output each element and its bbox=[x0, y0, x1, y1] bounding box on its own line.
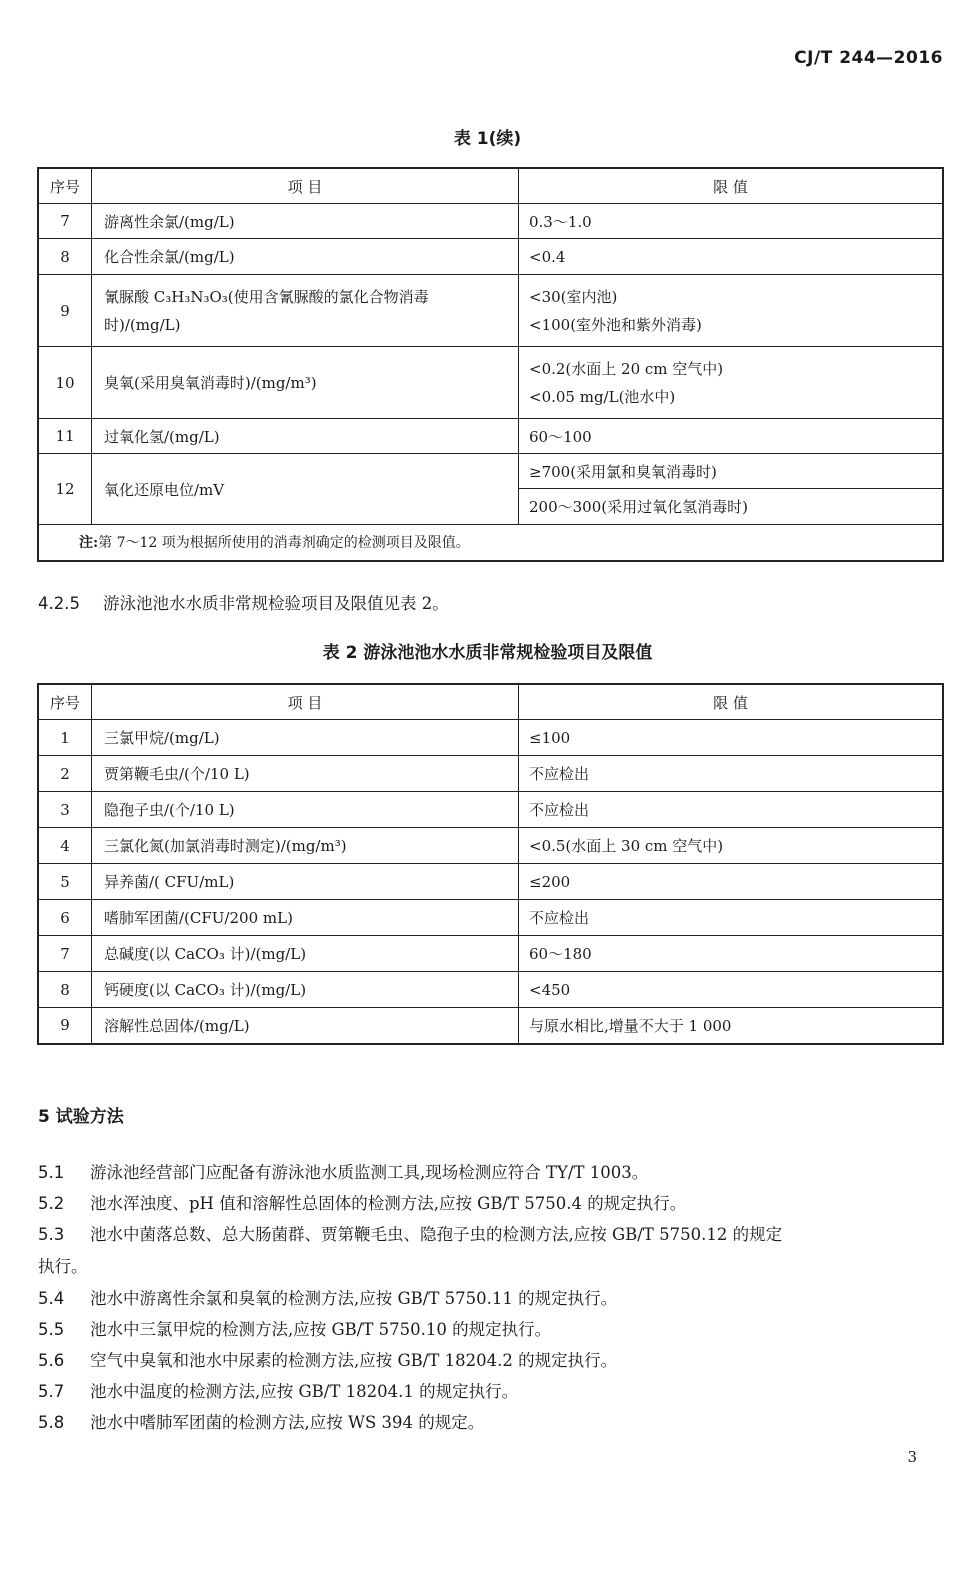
row-item: 嗜肺军团菌/(CFU/200 mL) bbox=[92, 900, 519, 936]
table-note bbox=[38, 525, 943, 561]
clause-text: 游泳池经营部门应配备有游泳池水质监测工具,现场检测应符合 TY/T 1003。 bbox=[90, 1163, 649, 1182]
row-limit-line1: <0.2(水面上 20 cm 空气中) bbox=[529, 359, 724, 378]
clause-number: 5.5 bbox=[38, 1320, 65, 1339]
clause-text: 池水中游离性余氯和臭氧的检测方法,应按 GB/T 5750.11 的规定执行。 bbox=[90, 1289, 618, 1308]
table-row bbox=[38, 419, 943, 454]
clause-text: 池水中温度的检测方法,应按 GB/T 18204.1 的规定执行。 bbox=[90, 1382, 519, 1401]
clause-5-2 bbox=[38, 1194, 686, 1214]
clause-5-4 bbox=[38, 1289, 617, 1309]
col-header-item: 项 目 bbox=[92, 168, 519, 204]
table-row bbox=[38, 900, 943, 936]
clause-number: 5.2 bbox=[38, 1194, 65, 1213]
table-header-row bbox=[38, 684, 943, 720]
row-no: 4 bbox=[38, 828, 92, 864]
row-limit: 不应检出 bbox=[519, 756, 944, 792]
row-no: 1 bbox=[38, 720, 92, 756]
col-header-limit: 限 值 bbox=[519, 684, 944, 720]
table-1 bbox=[37, 167, 944, 562]
row-limit: ≥700(采用氯和臭氧消毒时) bbox=[519, 454, 944, 489]
clause-number: 5.3 bbox=[38, 1225, 65, 1244]
row-limit: 60～100 bbox=[519, 419, 944, 454]
clause-number: 5.1 bbox=[38, 1163, 65, 1182]
note-label: 注: bbox=[79, 535, 99, 552]
table-2 bbox=[37, 683, 944, 1045]
clause-text: 游泳池池水水质非常规检验项目及限值见表 2。 bbox=[103, 594, 449, 613]
row-no: 9 bbox=[38, 275, 92, 347]
clause-5-3 bbox=[38, 1225, 782, 1245]
row-limit: ≤100 bbox=[519, 720, 944, 756]
row-no: 5 bbox=[38, 864, 92, 900]
row-item bbox=[92, 275, 519, 347]
clause-5-5 bbox=[38, 1320, 551, 1340]
table1-caption: 表 1(续) bbox=[453, 129, 522, 149]
col-header-item: 项 目 bbox=[92, 684, 519, 720]
row-item: 游离性余氯/(mg/L) bbox=[92, 204, 519, 239]
row-item: 贾第鞭毛虫/(个/10 L) bbox=[92, 756, 519, 792]
table-header-row bbox=[38, 168, 943, 204]
row-limit-line2: <100(室外池和紫外消毒) bbox=[529, 315, 702, 334]
row-item-line1: 氰脲酸 C₃H₃N₃O₃(使用含氰脲酸的氯化合物消毒 bbox=[104, 287, 429, 306]
table-row bbox=[38, 275, 943, 347]
row-no: 8 bbox=[38, 239, 92, 275]
table-row bbox=[38, 204, 943, 239]
row-limit: 60～180 bbox=[519, 936, 944, 972]
row-limit: <0.4 bbox=[519, 239, 944, 275]
row-limit bbox=[519, 275, 944, 347]
section-5-title: 5 试验方法 bbox=[38, 1107, 124, 1127]
note-text: 第 7～12 项为根据所使用的消毒剂确定的检测项目及限值。 bbox=[98, 535, 470, 552]
clause-number: 5.6 bbox=[38, 1351, 65, 1370]
clause-5-3-continued bbox=[38, 1257, 88, 1277]
row-no: 2 bbox=[38, 756, 92, 792]
table-row bbox=[38, 864, 943, 900]
table-row bbox=[38, 972, 943, 1008]
table-row bbox=[38, 347, 943, 419]
row-limit: 200～300(采用过氧化氢消毒时) bbox=[519, 489, 944, 525]
row-item: 三氯化氮(加氯消毒时测定)/(mg/m³) bbox=[92, 828, 519, 864]
row-limit: ≤200 bbox=[519, 864, 944, 900]
table-note-row bbox=[38, 525, 943, 561]
col-header-no: 序号 bbox=[38, 684, 92, 720]
row-item: 异养菌/( CFU/mL) bbox=[92, 864, 519, 900]
clause-text: 池水中菌落总数、总大肠菌群、贾第鞭毛虫、隐孢子虫的检测方法,应按 GB/T 5750.12 的规定 bbox=[90, 1225, 783, 1244]
row-no: 6 bbox=[38, 900, 92, 936]
row-item: 隐孢子虫/(个/10 L) bbox=[92, 792, 519, 828]
row-limit: 不应检出 bbox=[519, 792, 944, 828]
row-limit-line1: <30(室内池) bbox=[529, 287, 618, 306]
row-item: 化合性余氯/(mg/L) bbox=[92, 239, 519, 275]
clause-text: 池水中嗜肺军团菌的检测方法,应按 WS 394 的规定。 bbox=[90, 1413, 485, 1432]
clause-number: 5.4 bbox=[38, 1289, 65, 1308]
row-limit: 与原水相比,增量不大于 1 000 bbox=[519, 1008, 944, 1044]
clause-text: 池水中三氯甲烷的检测方法,应按 GB/T 5750.10 的规定执行。 bbox=[90, 1320, 552, 1339]
clause-5-6 bbox=[38, 1351, 617, 1371]
row-limit-line2: <0.05 mg/L(池水中) bbox=[529, 387, 676, 406]
table-row bbox=[38, 239, 943, 275]
row-no: 10 bbox=[38, 347, 92, 419]
row-item: 过氧化氢/(mg/L) bbox=[92, 419, 519, 454]
table-row bbox=[38, 936, 943, 972]
row-item: 三氯甲烷/(mg/L) bbox=[92, 720, 519, 756]
row-item: 溶解性总固体/(mg/L) bbox=[92, 1008, 519, 1044]
row-item: 臭氧(采用臭氧消毒时)/(mg/m³) bbox=[92, 347, 519, 419]
row-no: 12 bbox=[38, 454, 92, 525]
row-item: 钙硬度(以 CaCO₃ 计)/(mg/L) bbox=[92, 972, 519, 1008]
clause-5-7 bbox=[38, 1382, 518, 1402]
row-no: 8 bbox=[38, 972, 92, 1008]
row-no: 11 bbox=[38, 419, 92, 454]
row-limit: 不应检出 bbox=[519, 900, 944, 936]
clause-number: 5.7 bbox=[38, 1382, 65, 1401]
table2-caption: 表 2 游泳池池水水质非常规检验项目及限值 bbox=[322, 643, 653, 663]
row-item-line2: 时)/(mg/L) bbox=[104, 315, 181, 334]
col-header-no: 序号 bbox=[38, 168, 92, 204]
row-no: 7 bbox=[38, 936, 92, 972]
row-limit bbox=[519, 347, 944, 419]
row-no: 9 bbox=[38, 1008, 92, 1044]
row-limit: <450 bbox=[519, 972, 944, 1008]
table-row bbox=[38, 1008, 943, 1044]
clause-text: 空气中臭氧和池水中尿素的检测方法,应按 GB/T 18204.2 的规定执行。 bbox=[90, 1351, 618, 1370]
table-row bbox=[38, 454, 943, 489]
table-row bbox=[38, 720, 943, 756]
clause-text-continued: 执行。 bbox=[38, 1257, 88, 1276]
table-row bbox=[38, 828, 943, 864]
paragraph-4-2-5 bbox=[38, 594, 449, 614]
row-item: 总碱度(以 CaCO₃ 计)/(mg/L) bbox=[92, 936, 519, 972]
clause-number: 4.2.5 bbox=[38, 594, 80, 613]
row-limit: <0.5(水面上 30 cm 空气中) bbox=[519, 828, 944, 864]
col-header-limit: 限 值 bbox=[519, 168, 944, 204]
table-row bbox=[38, 756, 943, 792]
row-no: 3 bbox=[38, 792, 92, 828]
clause-number: 5.8 bbox=[38, 1413, 65, 1432]
row-item: 氧化还原电位/mV bbox=[92, 454, 519, 525]
row-limit: 0.3～1.0 bbox=[519, 204, 944, 239]
table-row bbox=[38, 792, 943, 828]
standard-code: CJ/T 244—2016 bbox=[794, 48, 943, 68]
clause-5-8 bbox=[38, 1413, 484, 1433]
clause-5-1 bbox=[38, 1163, 648, 1183]
clause-text: 池水浑浊度、pH 值和溶解性总固体的检测方法,应按 GB/T 5750.4 的规定执行。 bbox=[90, 1194, 687, 1213]
page-number: 3 bbox=[907, 1448, 917, 1466]
row-no: 7 bbox=[38, 204, 92, 239]
